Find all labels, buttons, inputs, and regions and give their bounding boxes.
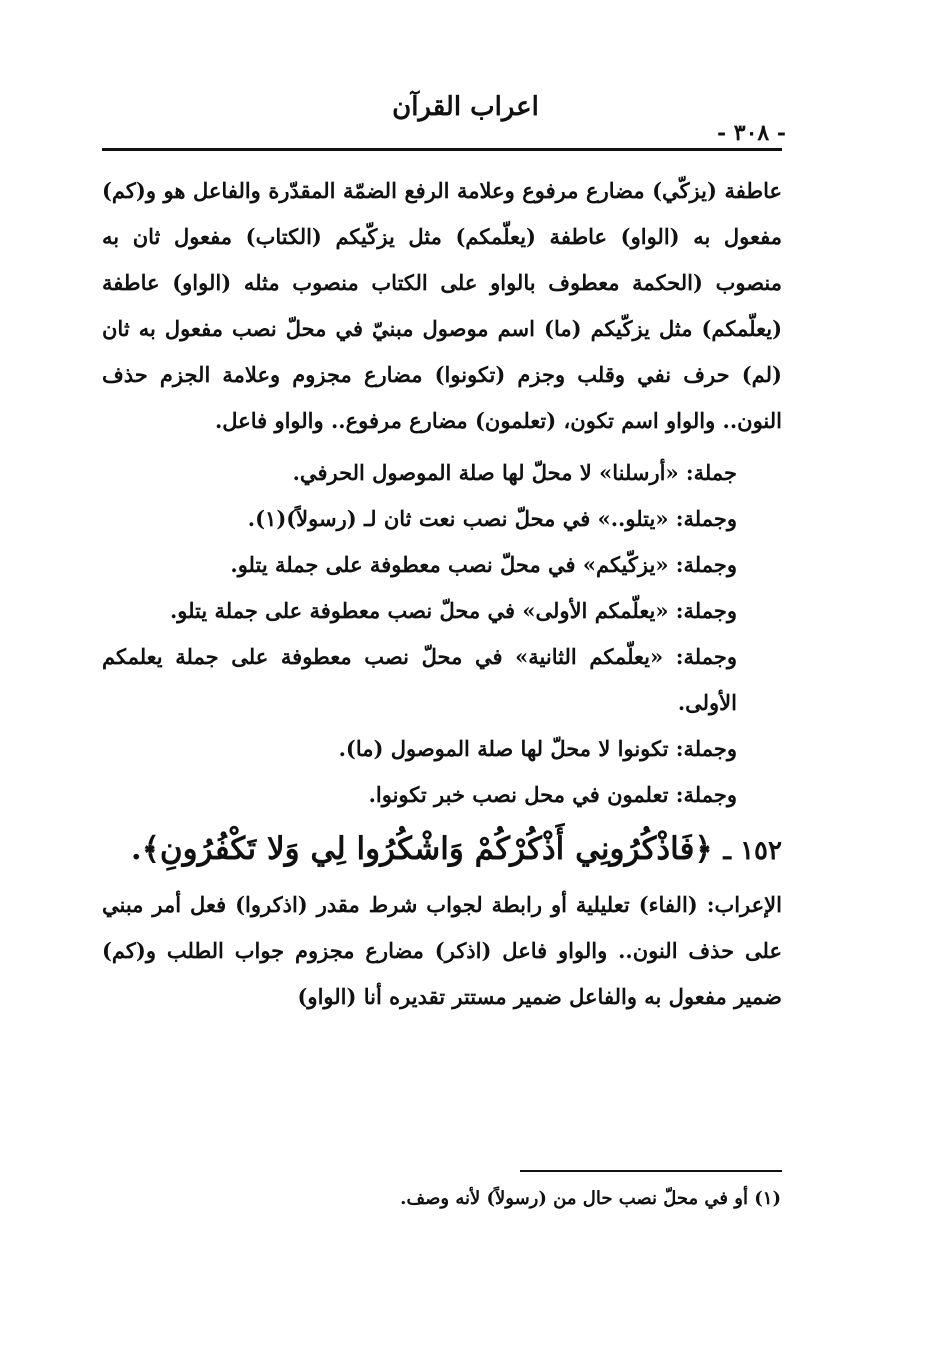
sentence-item: وجملة: تعلمون في محل نصب خبر تكونوا. bbox=[368, 782, 737, 807]
footnote: (١) أو في محلّ نصب حال من (رسولاً) لأنه وصف. bbox=[400, 1188, 781, 1209]
sentence-item: وجملة: «يعلّمكم الثانية» في محلّ نصب معطوفة على جملة يعلمكم الأولى. bbox=[102, 644, 737, 715]
header-rule bbox=[102, 148, 782, 151]
sentence-item: وجملة: تكونوا لا محلّ لها صلة الموصول (ما). bbox=[338, 736, 737, 761]
sentence-item: وجملة: «يعلّمكم الأولى» في محلّ نصب معطوفة على جملة يتلو. bbox=[169, 598, 737, 623]
sentence-item: وجملة: «يزكّيكم» في محلّ نصب معطوفة على جملة يتلو. bbox=[230, 552, 737, 577]
irab-paragraph: عاطفة (يزكّي) مضارع مرفوع وعلامة الرفع الضمّة المقدّرة والفاعل هو و(كم) مفعول به (الواو) عاطفة (يعلّمكم) مثل يزكّيكم (الكتاب) مفعول ثان به منصوب (الحكمة معطوف بالواو على الكتاب منصوب مثله (الواو) عاطفة (يعلّمكم) مثل يزكّيكم (ما) اسم موصول مبنيّ في محلّ نصب مفعول به ثان (لم) حرف نفي وقلب وجزم (تكونوا) مضارع مجزوم وعلامة الجزم حذف النون.. والواو اسم تكون، (تعلمون) مضارع مرفوع.. والواو فاعل. bbox=[102, 178, 782, 433]
page-number: - ٣٠٨ - bbox=[716, 120, 786, 146]
irab-text: (الفاء) تعليلية أو رابطة لجواب شرط مقدر (اذكروا) فعل أمر مبني على حذف النون.. والواو فاعل (اذكر) مضارع مجزوم جواب الطلب و(كم) ضمير مفعول به والفاعل ضمير مستتر تقديره أنا (الواو) bbox=[102, 892, 782, 1009]
verse-number: ١٥٢ ـ bbox=[723, 836, 782, 866]
running-header-title: اعراب القرآن bbox=[392, 92, 539, 122]
verse-text: ﴿فَاذْكُرُونِي أَذْكُرْكُمْ وَاشْكُرُوا لِي وَلا تَكْفُرُونِ﴾. bbox=[130, 831, 713, 867]
footnote-rule bbox=[520, 1170, 782, 1172]
sentence-item: وجملة: «يتلو..» في محلّ نصب نعت ثان لـ (رسولاً)(١). bbox=[247, 506, 737, 531]
main-text bbox=[102, 168, 782, 1020]
sentence-item: جملة: «أرسلنا» لا محلّ لها صلة الموصول الحرفي. bbox=[292, 460, 737, 485]
sentence-list bbox=[102, 450, 782, 818]
quran-verse bbox=[102, 818, 782, 882]
irab-label: الإعراب: bbox=[706, 892, 782, 917]
irab-section bbox=[102, 882, 782, 1020]
